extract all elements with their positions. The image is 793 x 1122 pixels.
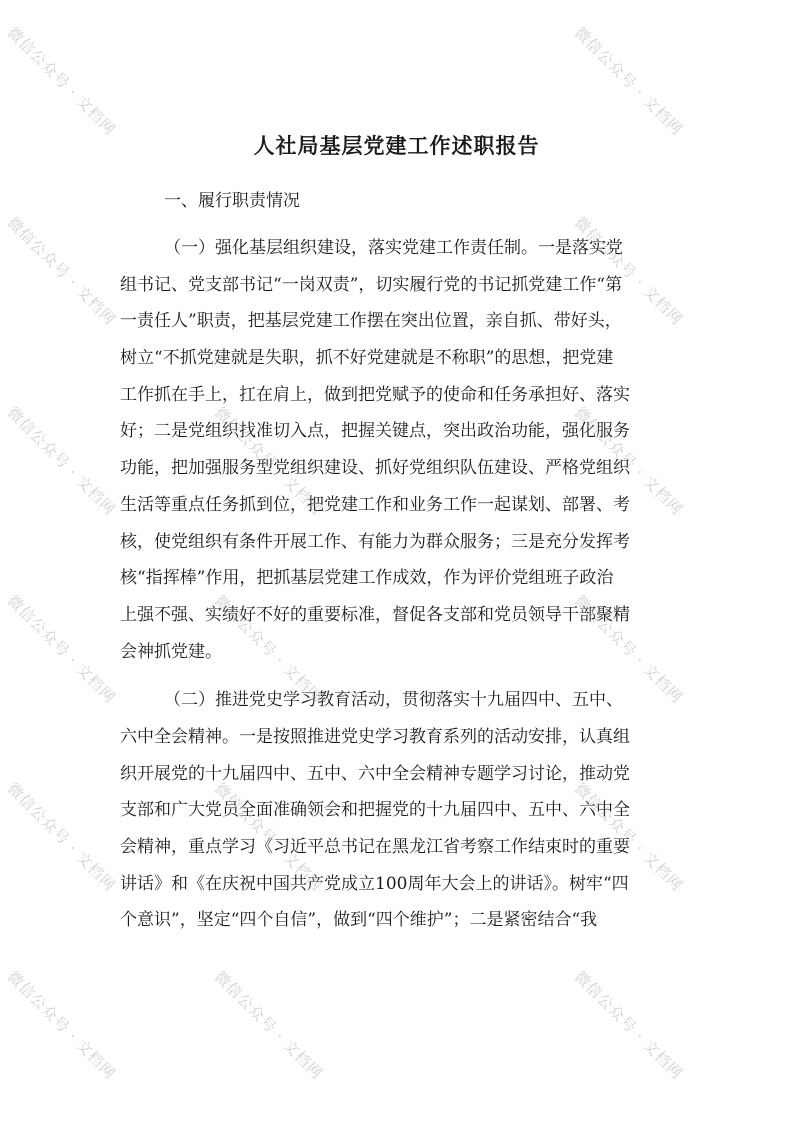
watermark-text: 微信公众号 · 文档网	[570, 591, 687, 707]
paragraph-line: 会神抓党建。	[120, 641, 222, 662]
watermark-text: 微信公众号 · 文档网	[210, 403, 327, 519]
paragraph-line: 树立“不抓党建就是失职，抓不好党建就是不称职”的思想，把党建	[120, 348, 614, 369]
watermark-text: 微信公众号 · 文档网	[570, 779, 687, 895]
paragraph-line: 核“指挥棒”作用，把抓基层党建工作成效，作为评价党组班子政治	[120, 568, 614, 589]
watermark-text: 微信公众号 · 文档网	[3, 403, 120, 519]
paragraph-line: 组书记、党支部书记“一岗双责”，切实履行党的书记抓党建工作“第	[120, 274, 623, 295]
watermark-text: 微信公众号 · 文档网	[570, 967, 687, 1083]
paragraph-line: （二）推进党史学习教育活动，贯彻落实十九届四中、五中、	[164, 690, 623, 711]
paragraph-line: 个意识”，坚定“四个自信”，做到“四个维护”；二是紧密结合“我	[120, 910, 598, 931]
watermark-text: 微信公众号 · 文档网	[3, 23, 120, 139]
watermark-text: 微信公众号 · 文档网	[570, 403, 687, 519]
watermark-text: 微信公众号 · 文档网	[3, 779, 120, 895]
paragraph-line: 上强不强、实绩好不好的重要标准，督促各支部和党员领导干部聚精	[120, 604, 630, 625]
paragraph-line: （一）强化基层组织建设，落实党建工作责任制。一是落实党	[164, 238, 623, 258]
watermark-text: 微信公众号 · 文档网	[570, 23, 687, 139]
paragraph-2	[120, 682, 676, 939]
watermark-text: 微信公众号 · 文档网	[3, 591, 120, 707]
paragraph-line: 讲话》和《在庆祝中国共产党成立100周年大会上的讲话》。树牢“四	[120, 873, 629, 894]
watermark-text: 微信公众号 · 文档网	[3, 967, 120, 1083]
watermark-text: 微信公众号 · 文档网	[210, 591, 327, 707]
section-heading: 一、履行职责情况	[164, 191, 300, 211]
document-body	[120, 186, 676, 939]
paragraph-line: 支部和广大党员全面准确领会和把握党的十九届四中、五中、六中全	[120, 800, 630, 821]
watermark-text: 微信公众号 · 文档网	[3, 213, 120, 329]
paragraph-line: 核，使党组织有条件开展工作、有能力为群众服务；三是充分发挥考	[120, 531, 630, 552]
paragraph-line: 工作抓在手上，扛在肩上，做到把党赋予的使命和任务承担好、落实	[120, 384, 630, 405]
paragraph-line: 生活等重点任务抓到位，把党建工作和业务工作一起谋划、部署、考	[120, 494, 630, 515]
paragraph-line: 功能，把加强服务型党组织建设、抓好党组织队伍建设、严格党组织	[120, 458, 630, 479]
paragraph-line: 织开展党的十九届四中、五中、六中全会精神专题学习讨论，推动党	[120, 763, 630, 784]
paragraph-line: 六中全会精神。一是按照推进党史学习教育系列的活动安排，认真组	[120, 726, 630, 747]
watermark-text: 微信公众号 · 文档网	[210, 967, 327, 1083]
watermark-text: 微信公众号 · 文档网	[210, 779, 327, 895]
document-title: 人社局基层党建工作述职报告	[253, 133, 540, 158]
paragraph-line: 会精神，重点学习《习近平总书记在黑龙江省考察工作结束时的重要	[120, 837, 630, 857]
paragraph-line: 一责任人”职责，把基层党建工作摆在突出位置，亲自抓、带好头，	[120, 311, 622, 332]
watermark-text: 微信公众号 · 文档网	[570, 213, 687, 329]
paragraph-line: 好；二是党组织找准切入点，把握关键点，突出政治功能，强化服务	[120, 421, 630, 442]
paragraph-1	[120, 230, 676, 670]
